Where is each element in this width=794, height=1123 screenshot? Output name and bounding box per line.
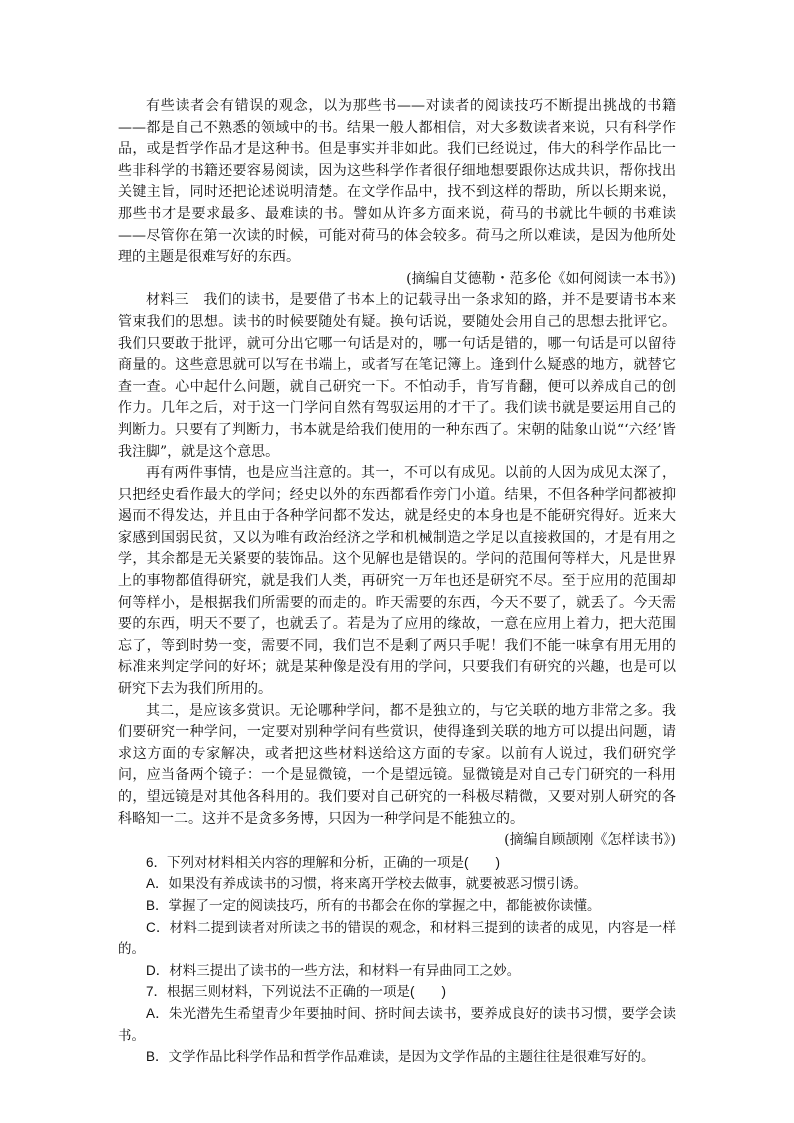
passage-paragraph-4: 其二，是应该多赏识。无论哪种学问，都不是独立的，与它关联的地方非常之多。我们要研究一种学问，一定要对别种学问有些赏识，使得逢到关联的地方可以提出问题，请求这方面的专家解决，或者把这些材料送给这方面的专家。以前有人说过，我们研究学问，应当备两个镜子：一个是显微镜，一个是望远镜。显微镜是对自己专门研究的一科用的，望远镜是对其他各科用的。我们要对自己研究的一科极尽精微，又要对别人研究的各科略知一二。这并不是贪多务博，只因为一种学问是不能独立的。 <box>118 702 676 827</box>
passage-source-2: (摘编自顾颉刚《怎样读书》) <box>504 832 676 849</box>
question-6-option-b: B．掌握了一定的阅读技巧，所有的书都会在你的掌握之中，都能被你读懂。 <box>146 897 601 913</box>
passage-source-1: (摘编自艾德勒・范多伦《如何阅读一本书》) <box>406 270 676 287</box>
question-7-stem: 7．根据三则材料，下列说法不正确的一项是( ) <box>146 984 446 1000</box>
question-6-option-d: D．材料三提出了读书的一些方法，和材料一有异曲同工之妙。 <box>146 962 521 978</box>
question-7-option-b: B．文学作品比科学作品和哲学作品难读，是因为文学作品的主题往往是很难写好的。 <box>146 1049 655 1065</box>
document-body <box>118 96 676 1068</box>
question-6-option-a: A．如果没有养成读书的习惯，将来离开学校去做事，就要被恶习惯引诱。 <box>146 876 588 892</box>
question-6-option-c: C．材料二提到读者对所读之书的错误的观念，和材料三提到的读者的成见，内容是一样的。 <box>118 919 676 957</box>
passage-paragraph-3: 再有两件事情，也是应当注意的。其一，不可以有成见。以前的人因为成见太深了，只把经史看作最大的学问；经史以外的东西都看作旁门小道。结果，不但各种学问都被抑遏而不得发达，并且由于各种学问都不发达，就是经史的本身也是不能研究得好。近来大家感到国弱民贫，又以为唯有政治经济之学和机械制造之学足以直接救国的，才是有用之学，其余都是无关紧要的装饰品。这个见解也是错误的。学问的范围何等样大，凡是世界上的事物都值得研究，就是我们人类，再研究一万年也还是研究不尽。至于应用的范围却何等样小，是根据我们所需要的而走的。昨天需要的东西，今天不要了，就丢了。今天需要的东西，明天不要了，也就丢了。若是为了应用的缘故，一意在应用上着力，把大范围忘了，等到时势一变，需要不同，我们岂不是剩了两只手呢！我们不能一味拿有用无用的标准来判定学问的好坏；就是某种像是没有用的学问，只要我们有研究的兴趣，也是可以研究下去为我们所用的。 <box>118 465 676 698</box>
passage-paragraph-1: 有些读者会有错误的观念，以为那些书——对读者的阅读技巧不断提出挑战的书籍——都是自己不熟悉的领域中的书。结果一般人都相信，对大多数读者来说，只有科学作品，或是哲学作品才是这种书。但是事实并非如此。我们已经说过，伟大的科学作品比一些非科学的书籍还要容易阅读，因为这些科学作者很仔细地想要跟你达成共识，帮你找出关键主旨，同时还把论述说明清楚。在文学作品中，找不到这样的帮助，所以长期来说，那些书才是要求最多、最难读的书。譬如从许多方面来说，荷马的书就比牛顿的书难读——尽管你在第一次读的时候，可能对荷马的体会较多。荷马之所以难读，是因为他所处理的主题是很难写好的东西。 <box>118 98 676 266</box>
question-7-option-a: A．朱光潜先生希望青少年要抽时间、挤时间去读书，要养成良好的读书习惯，要学会读书。 <box>118 1005 676 1043</box>
question-6-stem: 6．下列对材料相关内容的理解和分析，正确的一项是( ) <box>146 854 500 870</box>
passage-paragraph-material-3: 材料三 我们的读书，是要借了书本上的记载寻出一条求知的路，并不是要请书本来管束我们的思想。读书的时候要随处有疑。换句话说，要随处会用自己的思想去批评它。我们只要敢于批评，就可分出它哪一句话是对的，哪一句话是错的，哪一句话是可以留待商量的。这些意思就可以写在书端上，或者写在笔记簿上。逢到什么疑惑的地方，就替它查一查。心中起什么问题，就自己研究一下。不怕动手，肯写肯翻，便可以养成自己的创作力。几年之后，对于这一门学问自然有驾驭运用的才干了。我们读书就是要运用自己的判断力。只要有了判断力，书本就是给我们使用的一种东西了。宋朝的陆象山说“‘六经’皆我注脚”，就是这个意思。 <box>118 292 676 460</box>
